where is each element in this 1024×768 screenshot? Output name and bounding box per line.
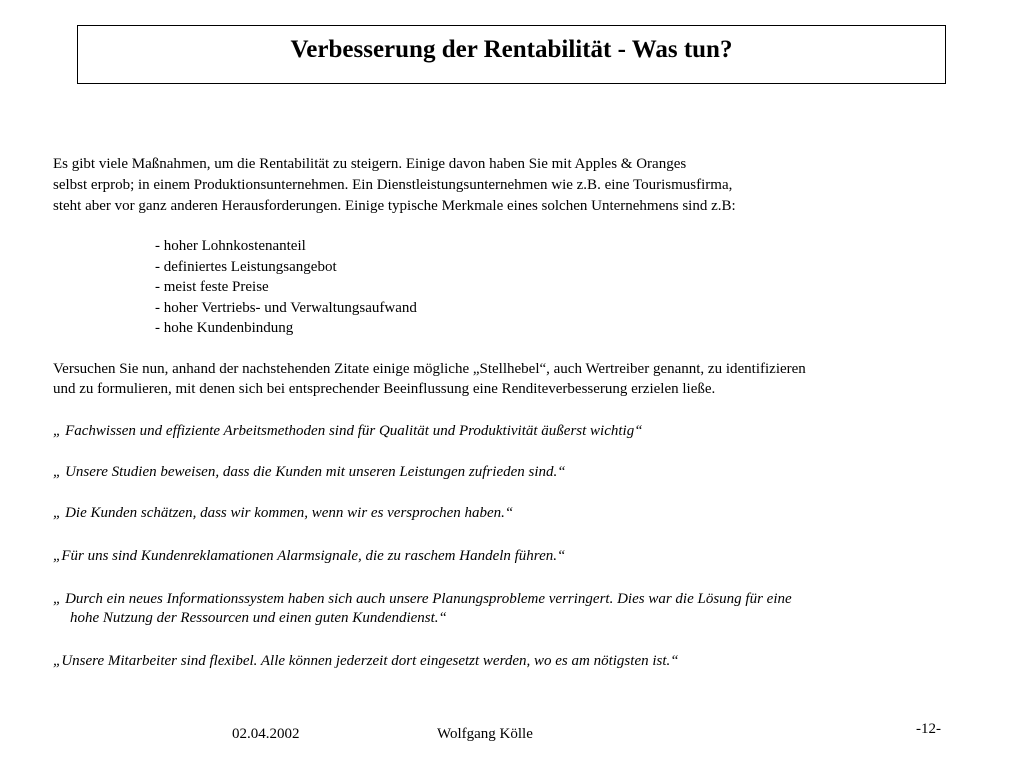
feature-item: - hoher Lohnkostenanteil [155,238,306,254]
footer-author: Wolfgang Kölle [437,726,533,742]
footer-date: 02.04.2002 [232,726,300,742]
quote-text: „Für uns sind Kundenreklamationen Alarmsignale, die zu raschem Handeln führen.“ [53,548,566,564]
feature-item: - hoher Vertriebs- und Verwaltungsaufwand [155,300,417,316]
quote-text: „ Unsere Studien beweisen, dass die Kunden mit unseren Leistungen zufrieden sind.“ [53,464,566,480]
intro-line: selbst erprob; in einem Produktionsunternehmen. Ein Dienstleistungsunternehmen wie z.B. eine Tourismusfirma, [53,177,733,193]
feature-item: - meist feste Preise [155,279,269,295]
intro-line: steht aber vor ganz anderen Herausforderungen. Einige typische Merkmale eines solchen Unternehmens sind z.B: [53,198,736,214]
title-box [77,25,946,84]
quote-text: „ Fachwissen und effiziente Arbeitsmethoden sind für Qualität und Produktivität äußerst wichtig“ [53,423,643,439]
feature-item: - hohe Kundenbindung [155,320,294,336]
quote-text: hohe Nutzung der Ressourcen und einen guten Kundendienst.“ [70,610,447,626]
feature-item: - definiertes Leistungsangebot [155,259,337,275]
quote-text: „ Durch ein neues Informationssystem haben sich auch unsere Planungsprobleme verringert. Dies war die Lösung für eine [53,591,792,607]
quote-text: „Unsere Mitarbeiter sind flexibel. Alle können jederzeit dort eingesetzt werden, wo es am nötigsten ist.“ [53,653,679,669]
quote-text: „ Die Kunden schätzen, dass wir kommen, wenn wir es versprochen haben.“ [53,505,514,521]
instruction-line: Versuchen Sie nun, anhand der nachstehenden Zitate einige mögliche „Stellhebel“, auch Wertreiber genannt, zu identifizieren [53,361,806,377]
page-number: -12- [916,721,941,737]
intro-line: Es gibt viele Maßnahmen, um die Rentabilität zu steigern. Einige davon haben Sie mit Apples & Oranges [53,156,687,172]
page-title: Verbesserung der Rentabilität - Was tun? [290,36,733,63]
instruction-line: und zu formulieren, mit denen sich bei entsprechender Beeinflussung eine Renditeverbesserung erzielen ließe. [53,381,716,397]
